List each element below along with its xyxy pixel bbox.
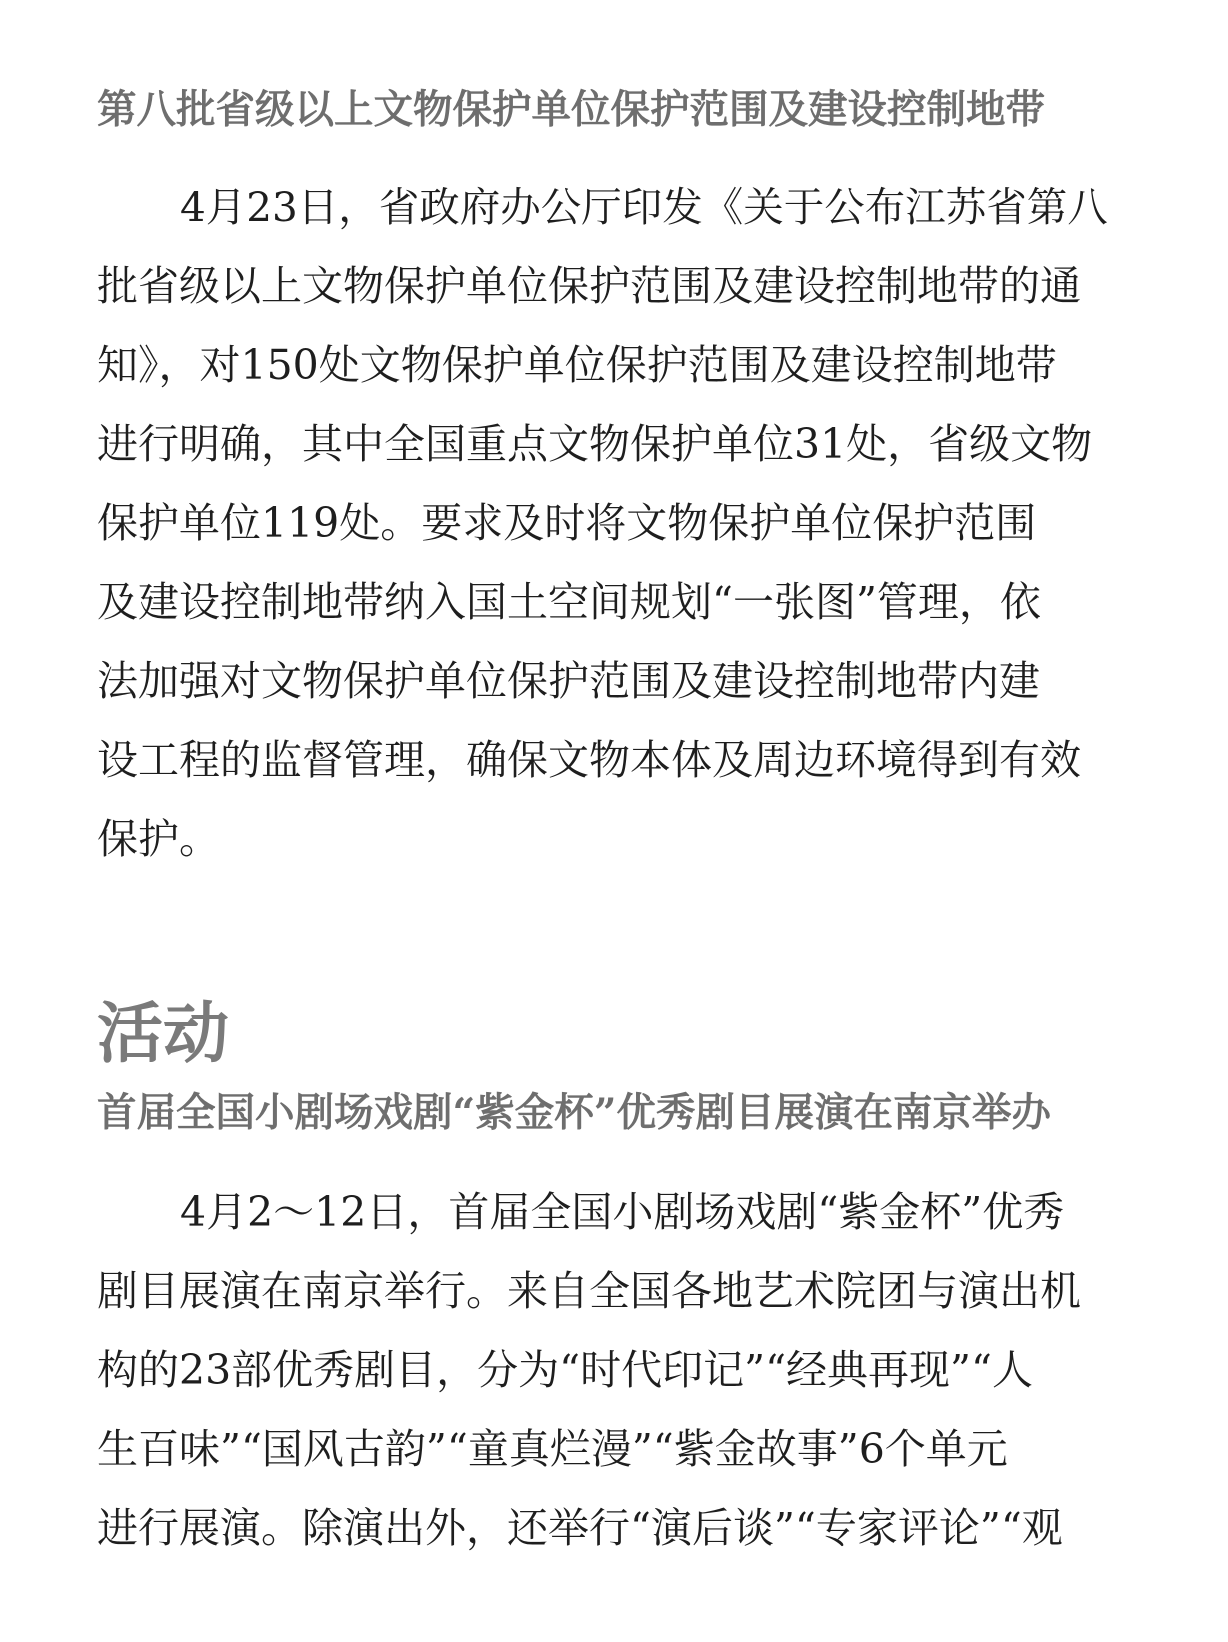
- article-title: 第八批省级以上文物保护单位保护范围及建设控制地带: [97, 87, 1045, 133]
- paragraph-line: 剧目展演在南京举行。来自全国各地艺术院团与演出机: [97, 1267, 1081, 1315]
- paragraph-line: 及建设控制地带纳入国土空间规划“一张图”管理，依: [97, 578, 1041, 626]
- article-title: 首届全国小剧场戏剧“紫金杯”优秀剧目展演在南京举办: [97, 1090, 1051, 1136]
- paragraph-line: 保护。: [97, 815, 220, 863]
- paragraph-line: 保护单位119处。要求及时将文物保护单位保护范围: [97, 499, 1037, 547]
- paragraph-line: 知》，对150处文物保护单位保护范围及建设控制地带: [97, 341, 1057, 389]
- paragraph-line: 4月2～12日，首届全国小剧场戏剧“紫金杯”优秀: [180, 1188, 1065, 1236]
- paragraph-line: 构的23部优秀剧目，分为“时代印记”“经典再现”“人: [97, 1346, 1033, 1394]
- paragraph-line: 进行展演。除演出外，还举行“演后谈”“专家评论”“观: [97, 1504, 1063, 1552]
- paragraph-line: 4月23日，省政府办公厅印发《关于公布江苏省第八: [180, 183, 1108, 231]
- paragraph-line: 法加强对文物保护单位保护范围及建设控制地带内建: [97, 657, 1040, 705]
- section-heading: 活动: [97, 995, 229, 1072]
- paragraph-line: 设工程的监督管理，确保文物本体及周边环境得到有效: [97, 736, 1081, 784]
- paragraph-line: 批省级以上文物保护单位保护范围及建设控制地带的通: [97, 262, 1081, 310]
- paragraph-line: 进行明确，其中全国重点文物保护单位31处，省级文物: [97, 420, 1093, 468]
- paragraph-line: 生百味”“国风古韵”“童真烂漫”“紫金故事”6个单元: [97, 1425, 1008, 1473]
